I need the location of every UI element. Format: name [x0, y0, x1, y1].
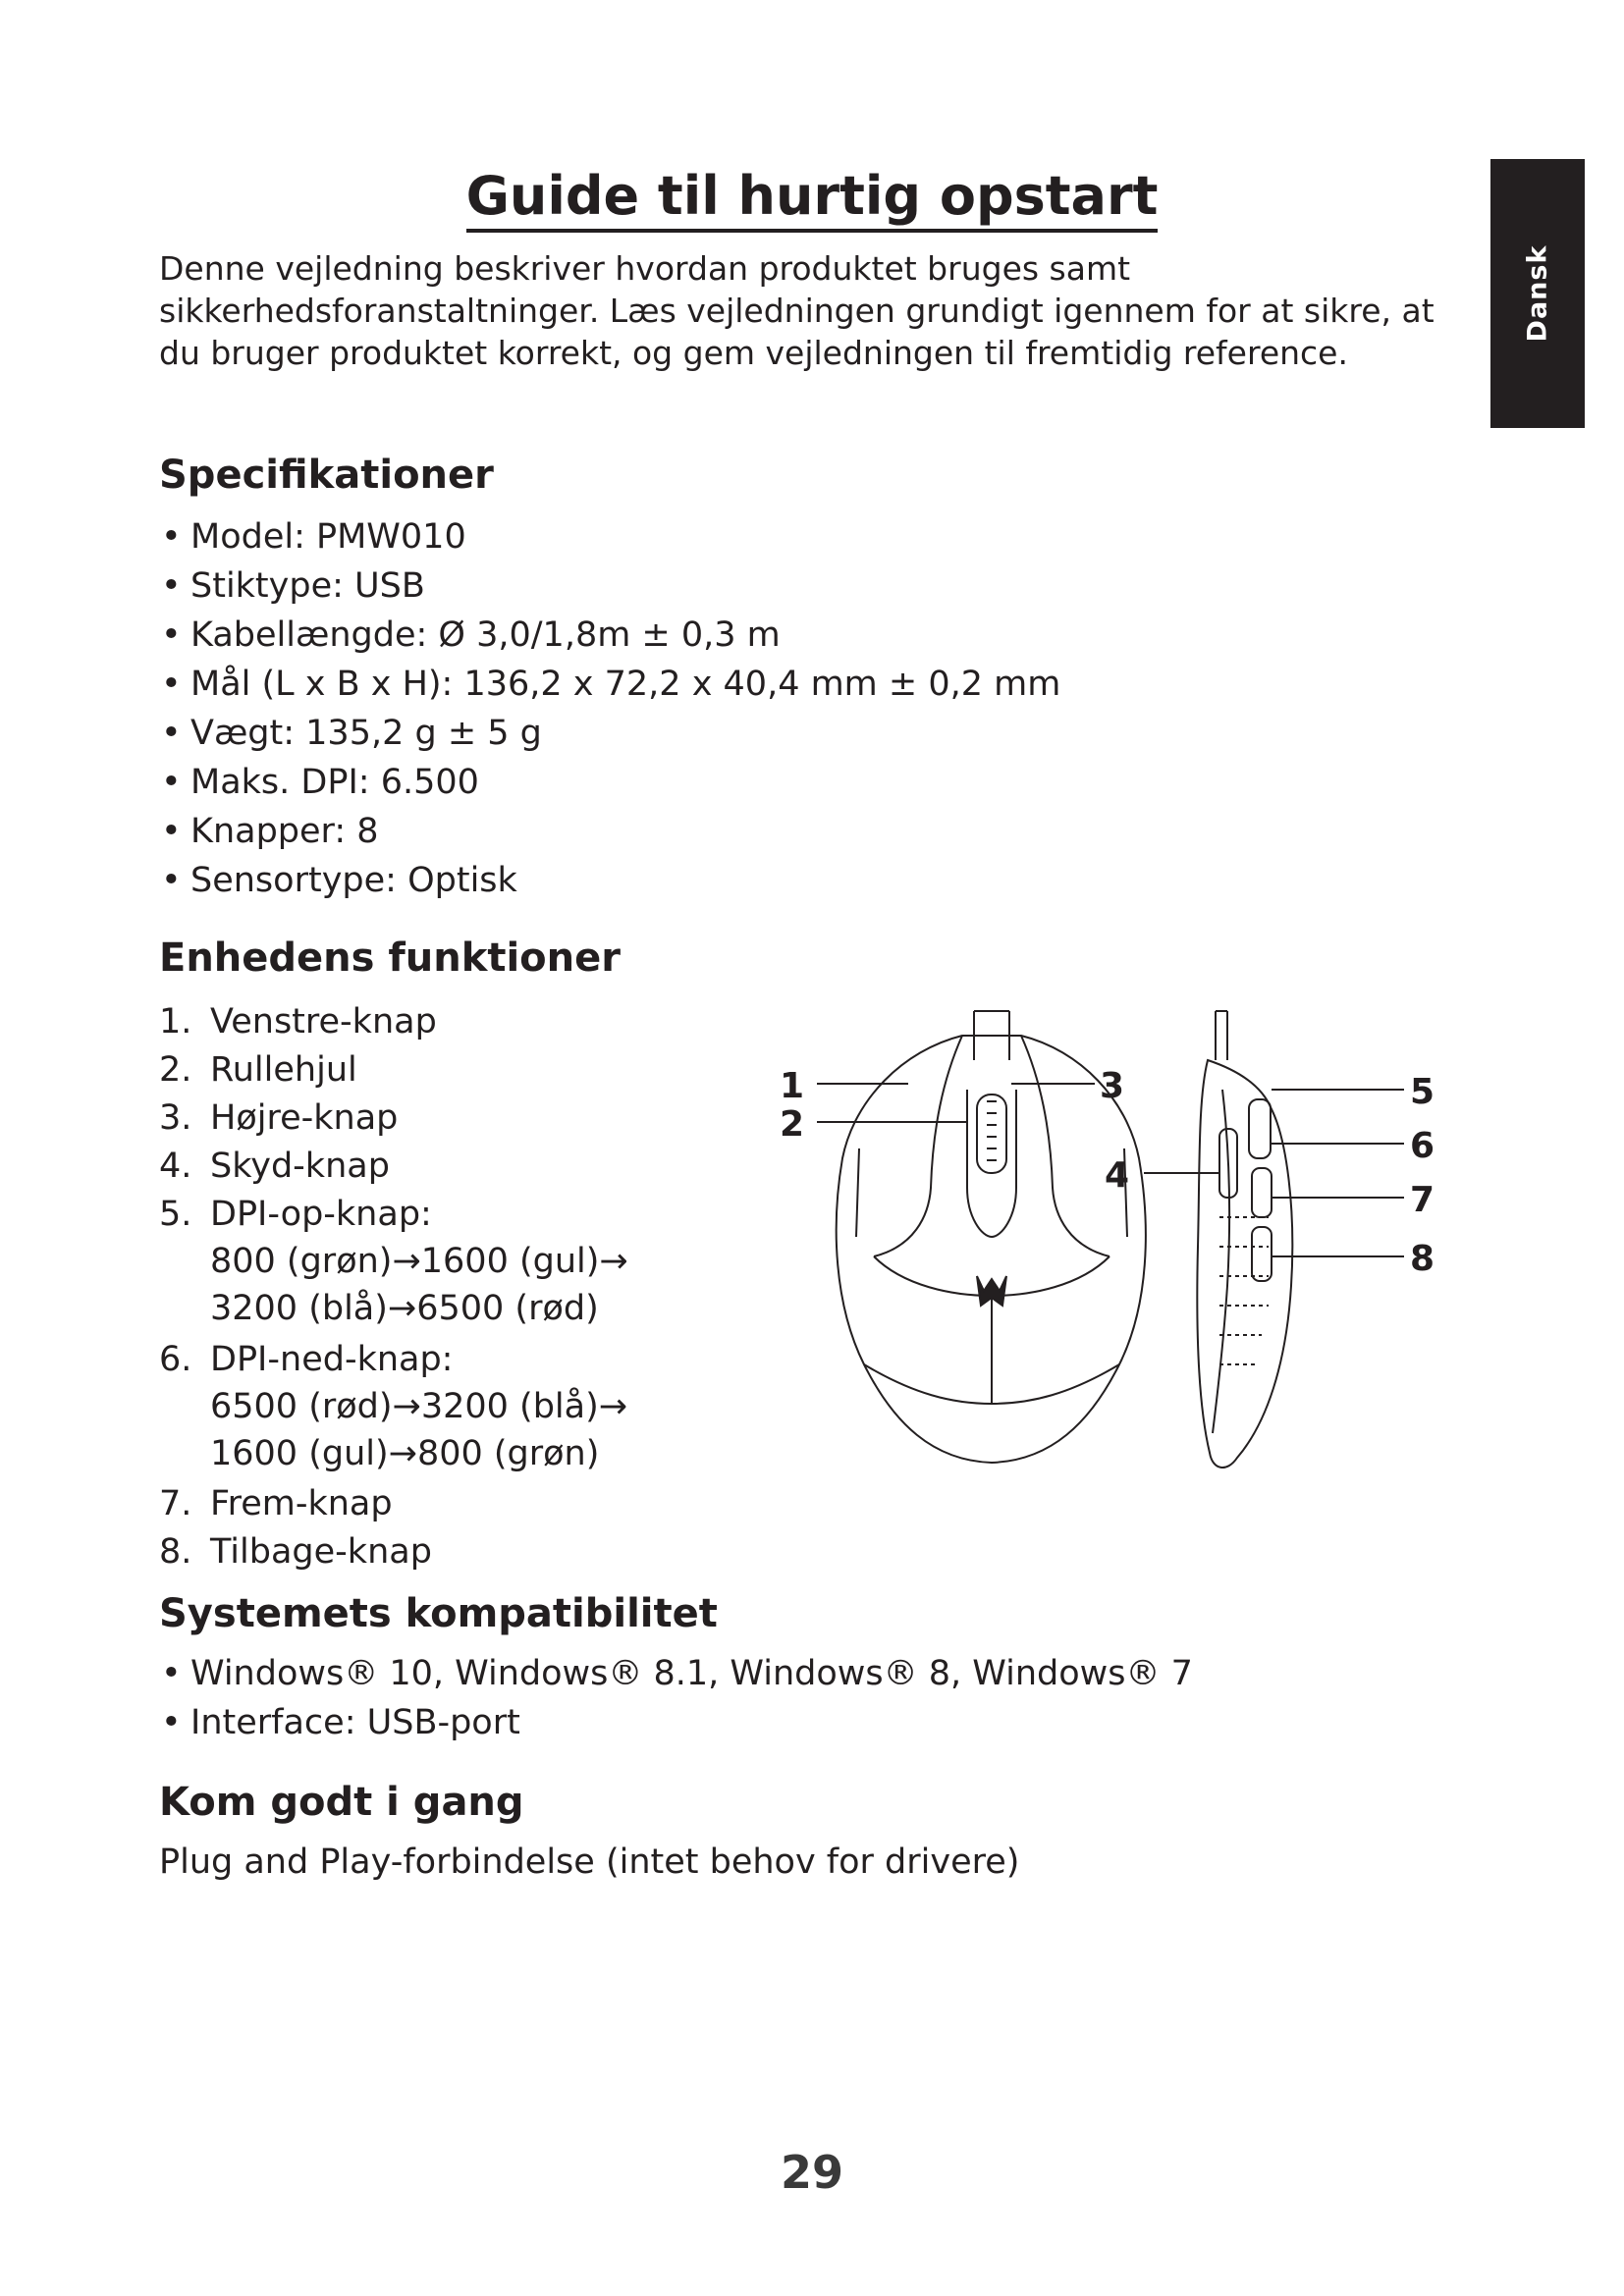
specs-heading: Specifikationer — [159, 453, 494, 498]
feature-label: DPI-ned-knap: — [210, 1340, 454, 1379]
language-tab-label: Dansk — [1522, 244, 1553, 343]
intro-paragraph: Denne vejledning beskriver hvordan produktet bruges samt sikkerhedsforanstaltninger. Læs vejledningen grundigt igennem for at sikre, at du bruger produktet korrekt, og gem vejledningen til fremtidig reference. — [159, 249, 1435, 372]
feature-number: 6. — [159, 1340, 192, 1379]
feature-item — [159, 1191, 628, 1332]
page-title-text: Guide til hurtig opstart — [466, 165, 1159, 233]
callout-7: 7 — [1410, 1180, 1435, 1220]
spec-item: • Knapper: 8 — [159, 807, 1060, 856]
spec-item: • Kabellængde: Ø 3,0/1,8m ± 0,3 m — [159, 611, 1060, 660]
feature-label: Frem-knap — [210, 1484, 393, 1523]
feature-item — [159, 1480, 628, 1528]
feature-item — [159, 1143, 628, 1191]
feature-label: Venstre-knap — [210, 1002, 437, 1041]
feature-label: DPI-op-knap: — [210, 1195, 432, 1234]
mouse-side-view — [1197, 1011, 1292, 1468]
spec-item: • Maks. DPI: 6.500 — [159, 758, 1060, 807]
feature-number: 8. — [159, 1532, 192, 1572]
callout-5: 5 — [1410, 1072, 1435, 1112]
feature-detail: 800 (grøn)→1600 (gul)→ — [210, 1242, 628, 1281]
start-heading: Kom godt i gang — [159, 1780, 524, 1825]
mouse-diagram — [766, 991, 1453, 1482]
compat-list — [159, 1649, 1193, 1747]
callout-6: 6 — [1410, 1126, 1435, 1166]
feature-detail: 1600 (gul)→800 (grøn) — [210, 1434, 600, 1473]
start-text: Plug and Play-forbindelse (intet behov for drivere) — [159, 1842, 1020, 1882]
callout-8: 8 — [1410, 1239, 1435, 1279]
feature-detail: 6500 (rød)→3200 (blå)→ — [210, 1387, 628, 1426]
feature-label: Rullehjul — [210, 1050, 357, 1090]
feature-label: Skyd-knap — [210, 1147, 390, 1186]
callout-2: 2 — [780, 1104, 805, 1145]
feature-item — [159, 998, 628, 1046]
feature-item — [159, 1095, 628, 1143]
spec-item: • Mål (L x B x H): 136,2 x 72,2 x 40,4 mm ± 0,2 mm — [159, 660, 1060, 709]
callout-4: 4 — [1105, 1155, 1130, 1196]
compat-item: • Windows® 10, Windows® 8.1, Windows® 8, Windows® 7 — [159, 1649, 1193, 1698]
feature-label: Tilbage-knap — [210, 1532, 432, 1572]
feature-number: 1. — [159, 1002, 192, 1041]
spec-item: • Stiktype: USB — [159, 561, 1060, 611]
feature-number: 3. — [159, 1098, 192, 1138]
feature-number: 7. — [159, 1484, 192, 1523]
feature-item — [159, 1528, 628, 1576]
feature-label: Højre-knap — [210, 1098, 399, 1138]
compat-heading: Systemets kompatibilitet — [159, 1591, 718, 1636]
compat-item: • Interface: USB-port — [159, 1698, 1193, 1747]
feature-item — [159, 1046, 628, 1095]
feature-number: 5. — [159, 1195, 192, 1234]
spec-item: • Model: PMW010 — [159, 512, 1060, 561]
page-title — [0, 165, 1624, 229]
feature-detail: 3200 (blå)→6500 (rød) — [210, 1289, 599, 1328]
callout-3: 3 — [1100, 1066, 1125, 1106]
features-heading: Enhedens funktioner — [159, 935, 621, 981]
specs-list — [159, 512, 1060, 905]
feature-number: 4. — [159, 1147, 192, 1186]
callout-1: 1 — [780, 1066, 805, 1106]
page-number: 29 — [780, 2146, 843, 2199]
feature-item — [159, 1336, 628, 1477]
features-list — [159, 998, 628, 1576]
feature-number: 2. — [159, 1050, 192, 1090]
spec-item: • Vægt: 135,2 g ± 5 g — [159, 709, 1060, 758]
spec-item: • Sensortype: Optisk — [159, 856, 1060, 905]
